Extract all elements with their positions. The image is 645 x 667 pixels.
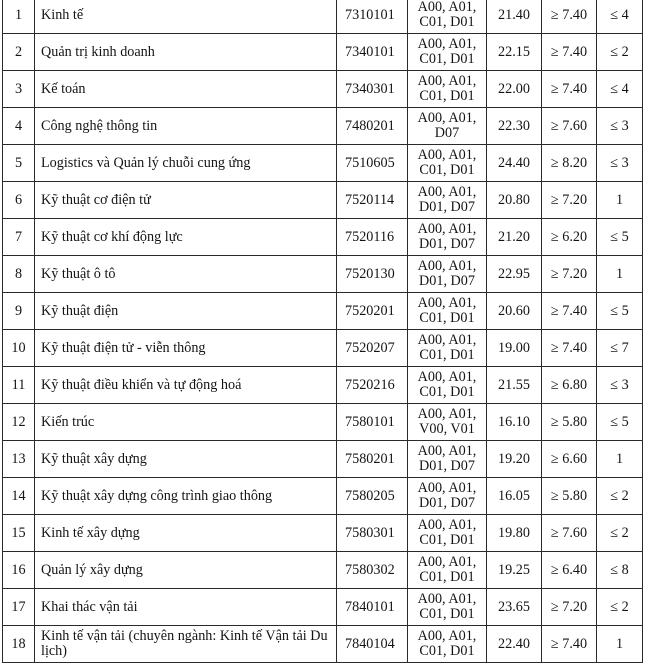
threshold-text: ≥ 6.40 xyxy=(550,561,588,578)
subject-combination-cell xyxy=(408,71,487,108)
priority-order-text: ≤ 4 xyxy=(610,6,629,23)
major-code-text: 7520114 xyxy=(345,191,395,208)
priority-order-cell xyxy=(597,330,643,367)
admission-score-cell xyxy=(487,589,542,626)
admission-score-cell xyxy=(487,330,542,367)
row-number-cell xyxy=(3,182,35,219)
priority-order-cell xyxy=(597,71,643,108)
row-number-cell xyxy=(3,552,35,589)
table-row xyxy=(3,108,643,145)
major-code-cell xyxy=(337,330,408,367)
row-number-cell xyxy=(3,626,35,663)
subject-combination-line: A00, A01, xyxy=(417,332,477,348)
admission-score-text: 21.20 xyxy=(498,228,530,245)
subject-combination-line: C01, D01 xyxy=(419,606,475,622)
row-number-text: 14 xyxy=(11,487,26,504)
threshold-cell xyxy=(542,330,597,367)
threshold-cell xyxy=(542,552,597,589)
priority-order-cell xyxy=(597,626,643,663)
major-code-cell xyxy=(337,145,408,182)
row-number-cell xyxy=(3,219,35,256)
admission-score-text: 22.40 xyxy=(498,635,530,652)
subject-combination-line: C01, D01 xyxy=(419,88,475,104)
major-name-cell xyxy=(35,34,337,71)
row-number-text: 18 xyxy=(11,635,26,652)
threshold-cell xyxy=(542,589,597,626)
threshold-cell xyxy=(542,256,597,293)
admission-score-text: 21.40 xyxy=(498,6,530,23)
subject-combination-line: A00, A01, xyxy=(417,221,477,237)
row-number-cell xyxy=(3,478,35,515)
priority-order-text: ≤ 3 xyxy=(610,117,629,134)
row-number-text: 2 xyxy=(14,43,23,60)
priority-order-text: 1 xyxy=(615,450,624,467)
major-name-cell xyxy=(35,219,337,256)
threshold-text: ≥ 6.80 xyxy=(550,376,588,393)
subject-combination-cell xyxy=(408,330,487,367)
major-name-text: Kỹ thuật điều khiển và tự động hoá xyxy=(41,376,242,393)
major-name-text: Kỹ thuật xây dựng xyxy=(41,450,147,467)
subject-combination-cell xyxy=(408,108,487,145)
priority-order-cell xyxy=(597,552,643,589)
admission-score-text: 23.65 xyxy=(498,598,530,615)
major-name-text: Kỹ thuật điện tử - viễn thông xyxy=(41,339,206,356)
row-number-text: 17 xyxy=(11,598,26,615)
threshold-text: ≥ 7.20 xyxy=(550,265,588,282)
row-number-text: 7 xyxy=(14,228,23,245)
row-number-cell xyxy=(3,293,35,330)
major-code-cell xyxy=(337,478,408,515)
subject-combination-line: C01, D01 xyxy=(419,569,475,585)
priority-order-text: ≤ 2 xyxy=(610,598,629,615)
row-number-cell xyxy=(3,145,35,182)
threshold-text: ≥ 7.40 xyxy=(550,80,588,97)
major-code-cell xyxy=(337,367,408,404)
major-name-cell xyxy=(35,108,337,145)
major-code-cell xyxy=(337,256,408,293)
subject-combination-line: C01, D01 xyxy=(419,347,475,363)
admission-score-cell xyxy=(487,34,542,71)
major-name-cell xyxy=(35,441,337,478)
admission-score-cell xyxy=(487,404,542,441)
major-code-cell xyxy=(337,552,408,589)
row-number-cell xyxy=(3,34,35,71)
threshold-text: ≥ 5.80 xyxy=(550,413,588,430)
threshold-text: ≥ 8.20 xyxy=(550,154,588,171)
admission-score-text: 16.10 xyxy=(498,413,530,430)
threshold-text: ≥ 6.20 xyxy=(550,228,588,245)
row-number-cell xyxy=(3,71,35,108)
major-name-text: Kỹ thuật cơ điện tử xyxy=(41,191,151,208)
major-code-cell xyxy=(337,182,408,219)
row-number-text: 1 xyxy=(14,6,23,23)
subject-combination-line: A00, A01, xyxy=(417,184,477,200)
major-code-text: 7520207 xyxy=(345,339,395,356)
table-body xyxy=(3,0,643,663)
priority-order-cell xyxy=(597,145,643,182)
subject-combination-line: C01, D01 xyxy=(419,532,475,548)
subject-combination-line: A00, A01, xyxy=(417,628,477,644)
table-row xyxy=(3,626,643,663)
major-name-text: Công nghệ thông tin xyxy=(41,117,158,134)
admission-score-cell xyxy=(487,293,542,330)
major-name-cell xyxy=(35,145,337,182)
row-number-cell xyxy=(3,441,35,478)
priority-order-text: 1 xyxy=(615,635,624,652)
priority-order-cell xyxy=(597,293,643,330)
threshold-cell xyxy=(542,515,597,552)
admission-score-text: 19.25 xyxy=(498,561,530,578)
major-name-cell xyxy=(35,589,337,626)
major-code-cell xyxy=(337,108,408,145)
admission-score-text: 19.20 xyxy=(498,450,530,467)
row-number-cell xyxy=(3,404,35,441)
row-number-cell xyxy=(3,589,35,626)
admission-score-cell xyxy=(487,0,542,34)
major-name-cell xyxy=(35,182,337,219)
row-number-text: 4 xyxy=(14,117,23,134)
admission-table-container xyxy=(2,0,642,663)
threshold-cell xyxy=(542,71,597,108)
admission-score-table xyxy=(2,0,643,663)
major-code-text: 7480201 xyxy=(345,117,395,134)
major-name-text: Kỹ thuật điện xyxy=(41,302,119,319)
admission-score-cell xyxy=(487,256,542,293)
subject-combination-line: D01, D07 xyxy=(419,273,475,289)
row-number-text: 11 xyxy=(11,376,26,393)
major-name-cell xyxy=(35,293,337,330)
major-code-text: 7340301 xyxy=(345,80,395,97)
major-code-text: 7840104 xyxy=(345,635,395,652)
threshold-text: ≥ 7.40 xyxy=(550,635,588,652)
table-row xyxy=(3,330,643,367)
major-code-text: 7580205 xyxy=(345,487,395,504)
threshold-cell xyxy=(542,0,597,34)
subject-combination-cell xyxy=(408,515,487,552)
admission-score-cell xyxy=(487,145,542,182)
major-code-text: 7580302 xyxy=(345,561,395,578)
admission-score-text: 22.95 xyxy=(498,265,530,282)
major-code-text: 7580101 xyxy=(345,413,395,430)
subject-combination-cell xyxy=(408,256,487,293)
admission-score-text: 16.05 xyxy=(498,487,530,504)
subject-combination-line: A00, A01, xyxy=(417,110,477,126)
priority-order-text: ≤ 2 xyxy=(610,487,629,504)
priority-order-cell xyxy=(597,219,643,256)
admission-score-text: 20.80 xyxy=(498,191,530,208)
major-name-text: Kinh tế xyxy=(41,6,84,23)
priority-order-cell xyxy=(597,0,643,34)
major-name-cell xyxy=(35,478,337,515)
threshold-text: ≥ 7.40 xyxy=(550,339,588,356)
priority-order-text: 1 xyxy=(615,265,624,282)
subject-combination-cell xyxy=(408,182,487,219)
subject-combination-line: A00, A01, xyxy=(417,369,477,385)
priority-order-cell xyxy=(597,478,643,515)
subject-combination-line: A00, A01, xyxy=(417,406,477,422)
priority-order-cell xyxy=(597,441,643,478)
row-number-text: 5 xyxy=(14,154,23,171)
major-code-cell xyxy=(337,71,408,108)
admission-score-text: 21.55 xyxy=(498,376,530,393)
priority-order-cell xyxy=(597,34,643,71)
row-number-text: 16 xyxy=(11,561,26,578)
threshold-cell xyxy=(542,367,597,404)
threshold-text: ≥ 7.40 xyxy=(550,6,588,23)
major-code-text: 7520201 xyxy=(345,302,395,319)
subject-combination-line: A00, A01, xyxy=(417,0,477,15)
major-code-cell xyxy=(337,626,408,663)
subject-combination-line: A00, A01, xyxy=(417,480,477,496)
major-code-cell xyxy=(337,589,408,626)
admission-score-text: 22.00 xyxy=(498,80,530,97)
major-name-cell xyxy=(35,404,337,441)
row-number-text: 12 xyxy=(11,413,26,430)
subject-combination-line: C01, D01 xyxy=(419,14,475,30)
major-code-text: 7840101 xyxy=(345,598,395,615)
major-name-text: Kỹ thuật cơ khí động lực xyxy=(41,228,183,245)
admission-score-cell xyxy=(487,478,542,515)
subject-combination-line: A00, A01, xyxy=(417,258,477,274)
admission-score-text: 22.15 xyxy=(498,43,530,60)
row-number-cell xyxy=(3,0,35,34)
row-number-text: 9 xyxy=(14,302,23,319)
table-row xyxy=(3,256,643,293)
major-code-text: 7580301 xyxy=(345,524,395,541)
subject-combination-line: D01, D07 xyxy=(419,236,475,252)
subject-combination-cell xyxy=(408,367,487,404)
major-name-text: Khai thác vận tải xyxy=(41,598,138,615)
threshold-text: ≥ 7.20 xyxy=(550,598,588,615)
priority-order-cell xyxy=(597,182,643,219)
subject-combination-cell xyxy=(408,626,487,663)
row-number-cell xyxy=(3,256,35,293)
major-name-text: Quản trị kinh doanh xyxy=(41,43,155,60)
threshold-text: ≥ 7.60 xyxy=(550,117,588,134)
major-name-text: Kỹ thuật xây dựng công trình giao thông xyxy=(41,487,273,504)
threshold-text: ≥ 7.40 xyxy=(550,302,588,319)
subject-combination-line: C01, D01 xyxy=(419,51,475,67)
table-row xyxy=(3,182,643,219)
table-row xyxy=(3,293,643,330)
priority-order-text: ≤ 7 xyxy=(610,339,629,356)
major-name-cell xyxy=(35,515,337,552)
subject-combination-line: D01, D07 xyxy=(419,495,475,511)
major-name-cell xyxy=(35,0,337,34)
priority-order-text: ≤ 5 xyxy=(610,228,629,245)
threshold-text: ≥ 7.20 xyxy=(550,191,588,208)
major-code-text: 7520130 xyxy=(345,265,395,282)
table-row xyxy=(3,34,643,71)
threshold-cell xyxy=(542,219,597,256)
admission-score-cell xyxy=(487,108,542,145)
subject-combination-line: A00, A01, xyxy=(417,147,477,163)
priority-order-text: ≤ 5 xyxy=(610,302,629,319)
admission-score-text: 24.40 xyxy=(498,154,530,171)
table-row xyxy=(3,219,643,256)
major-name-cell xyxy=(35,330,337,367)
subject-combination-line: A00, A01, xyxy=(417,295,477,311)
row-number-cell xyxy=(3,515,35,552)
subject-combination-line: A00, A01, xyxy=(417,554,477,570)
admission-score-text: 22.30 xyxy=(498,117,530,134)
threshold-cell xyxy=(542,404,597,441)
subject-combination-line: A00, A01, xyxy=(417,443,477,459)
major-code-text: 7510605 xyxy=(345,154,395,171)
priority-order-text: ≤ 4 xyxy=(610,80,629,97)
subject-combination-cell xyxy=(408,552,487,589)
major-code-text: 7520116 xyxy=(345,228,395,245)
table-row xyxy=(3,71,643,108)
subject-combination-line: A00, A01, xyxy=(417,36,477,52)
priority-order-text: ≤ 2 xyxy=(610,524,629,541)
threshold-cell xyxy=(542,34,597,71)
threshold-text: ≥ 5.80 xyxy=(550,487,588,504)
admission-score-text: 20.60 xyxy=(498,302,530,319)
row-number-text: 15 xyxy=(11,524,26,541)
subject-combination-line: C01, D01 xyxy=(419,162,475,178)
admission-score-cell xyxy=(487,552,542,589)
priority-order-cell xyxy=(597,515,643,552)
subject-combination-line: A00, A01, xyxy=(417,517,477,533)
priority-order-text: ≤ 5 xyxy=(610,413,629,430)
admission-score-cell xyxy=(487,441,542,478)
major-code-cell xyxy=(337,404,408,441)
table-row xyxy=(3,0,643,34)
subject-combination-cell xyxy=(408,34,487,71)
major-name-text: Kỹ thuật ô tô xyxy=(41,265,116,282)
threshold-cell xyxy=(542,108,597,145)
threshold-cell xyxy=(542,441,597,478)
subject-combination-line: C01, D01 xyxy=(419,310,475,326)
row-number-text: 6 xyxy=(14,191,23,208)
threshold-text: ≥ 7.40 xyxy=(550,43,588,60)
threshold-cell xyxy=(542,293,597,330)
admission-score-cell xyxy=(487,626,542,663)
major-name-cell xyxy=(35,367,337,404)
major-name-text: Kiến trúc xyxy=(41,413,95,430)
threshold-cell xyxy=(542,145,597,182)
subject-combination-cell xyxy=(408,589,487,626)
subject-combination-line: D07 xyxy=(434,125,460,141)
row-number-text: 10 xyxy=(11,339,26,356)
subject-combination-cell xyxy=(408,0,487,34)
subject-combination-line: D01, D07 xyxy=(419,458,475,474)
priority-order-text: ≤ 3 xyxy=(610,376,629,393)
priority-order-text: 1 xyxy=(615,191,624,208)
subject-combination-line: C01, D01 xyxy=(419,643,475,659)
major-code-cell xyxy=(337,0,408,34)
priority-order-cell xyxy=(597,367,643,404)
subject-combination-line: A00, A01, xyxy=(417,73,477,89)
major-code-text: 7340101 xyxy=(345,43,395,60)
subject-combination-cell xyxy=(408,478,487,515)
threshold-text: ≥ 6.60 xyxy=(550,450,588,467)
admission-score-cell xyxy=(487,71,542,108)
threshold-cell xyxy=(542,182,597,219)
row-number-cell xyxy=(3,108,35,145)
priority-order-cell xyxy=(597,404,643,441)
threshold-cell xyxy=(542,626,597,663)
admission-score-cell xyxy=(487,367,542,404)
table-row xyxy=(3,441,643,478)
priority-order-text: ≤ 2 xyxy=(610,43,629,60)
subject-combination-line: D01, D07 xyxy=(419,199,475,215)
major-code-text: 7520216 xyxy=(345,376,395,393)
admission-score-text: 19.80 xyxy=(498,524,530,541)
threshold-text: ≥ 7.60 xyxy=(550,524,588,541)
major-code-text: 7310101 xyxy=(345,6,395,23)
row-number-text: 8 xyxy=(14,265,23,282)
subject-combination-line: C01, D01 xyxy=(419,384,475,400)
subject-combination-cell xyxy=(408,441,487,478)
major-name-cell xyxy=(35,552,337,589)
major-name-text: Logistics và Quản lý chuỗi cung ứng xyxy=(41,154,251,171)
subject-combination-cell xyxy=(408,145,487,182)
major-name-cell xyxy=(35,256,337,293)
subject-combination-line: A00, A01, xyxy=(417,591,477,607)
major-code-cell xyxy=(337,34,408,71)
priority-order-cell xyxy=(597,589,643,626)
major-code-cell xyxy=(337,293,408,330)
major-code-cell xyxy=(337,515,408,552)
major-name-cell xyxy=(35,71,337,108)
major-code-text: 7580201 xyxy=(345,450,395,467)
major-code-cell xyxy=(337,219,408,256)
table-row xyxy=(3,589,643,626)
row-number-text: 13 xyxy=(11,450,26,467)
row-number-cell xyxy=(3,367,35,404)
subject-combination-cell xyxy=(408,404,487,441)
threshold-cell xyxy=(542,478,597,515)
major-name-cell xyxy=(35,626,337,663)
major-name-text: Quản lý xây dựng xyxy=(41,561,143,578)
subject-combination-cell xyxy=(408,293,487,330)
admission-score-cell xyxy=(487,219,542,256)
row-number-cell xyxy=(3,330,35,367)
priority-order-cell xyxy=(597,256,643,293)
subject-combination-cell xyxy=(408,219,487,256)
admission-score-cell xyxy=(487,182,542,219)
admission-score-text: 19.00 xyxy=(498,339,530,356)
row-number-text: 3 xyxy=(14,80,23,97)
table-row xyxy=(3,404,643,441)
major-name-text: Kinh tế xây dựng xyxy=(41,524,140,541)
priority-order-text: ≤ 8 xyxy=(610,561,629,578)
major-name-text: Kinh tế vận tải (chuyên ngành: Kinh tế Vận tải Du lịch) xyxy=(41,628,328,659)
table-row xyxy=(3,478,643,515)
admission-score-cell xyxy=(487,515,542,552)
table-row xyxy=(3,515,643,552)
priority-order-text: ≤ 3 xyxy=(610,154,629,171)
table-row xyxy=(3,145,643,182)
table-row xyxy=(3,367,643,404)
subject-combination-line: V00, V01 xyxy=(419,421,475,437)
major-name-text: Kế toán xyxy=(41,80,86,97)
major-code-cell xyxy=(337,441,408,478)
priority-order-cell xyxy=(597,108,643,145)
table-row xyxy=(3,552,643,589)
